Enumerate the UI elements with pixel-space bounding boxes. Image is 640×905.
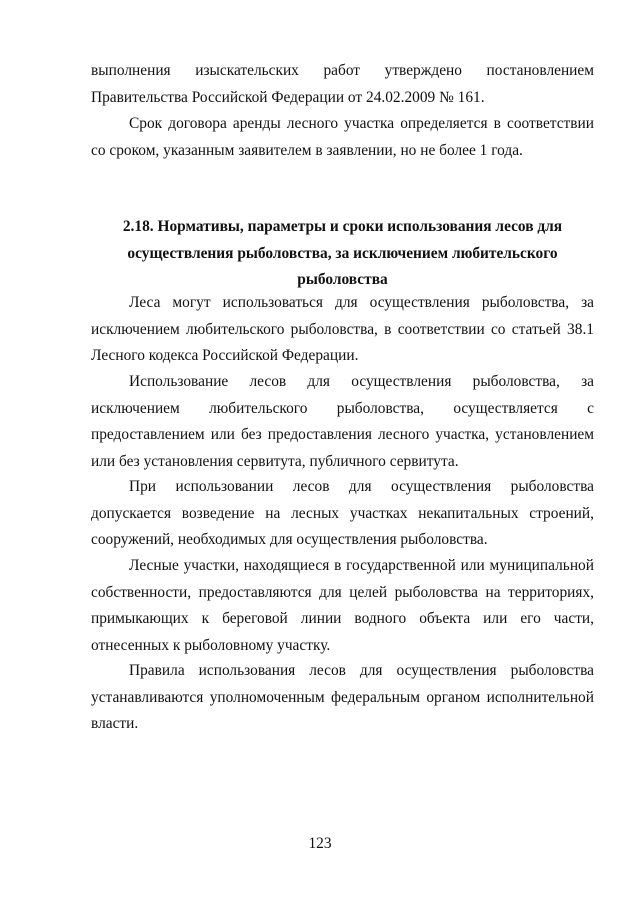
section-paragraph: При использовании лесов для осуществления рыболовства допускается возведение на лесных участках некапитальных строений, сооружений, необходимых для осуществления рыболовства. [91,478,594,549]
lease-term-paragraph: Срок договора аренды лесного участка определяется в соответствии со сроком, указанным заявителем в заявлении, но не более 1 года. [91,115,594,159]
section-paragraph: Использование лесов для осуществления рыболовства, за исключением любительского рыболовства, осуществляется с предоставлением или без предоставления лесного участка, установлением или без установления сервитута, публичного сервитута. [91,373,594,470]
section-paragraph: Лесные участки, находящиеся в государственной или муниципальной собственности, предоставляются для целей рыболовства на территориях, примыкающих к береговой линии водного объекта или его части, отнесенных к рыболовному участку. [91,557,594,654]
continuation-paragraph: выполнения изыскательских работ утверждено постановлением Правительства Российской Федерации от 24.02.2009 № 161. [91,62,594,106]
section-heading: 2.18. Нормативы, параметры и сроки использования лесов для осуществления рыболовства, за исключением любительского рыболовства [122,218,563,289]
section-paragraph: Правила использования лесов для осуществления рыболовства устанавливаются уполномоченным федеральным органом исполнительной власти. [91,662,594,733]
page-number: 123 [308,835,332,852]
section-paragraph: Леса могут использоваться для осуществления рыболовства, за исключением любительского рыболовства, в соответствии со статьей 38.1 Лесного кодекса Российской Федерации. [91,294,594,365]
